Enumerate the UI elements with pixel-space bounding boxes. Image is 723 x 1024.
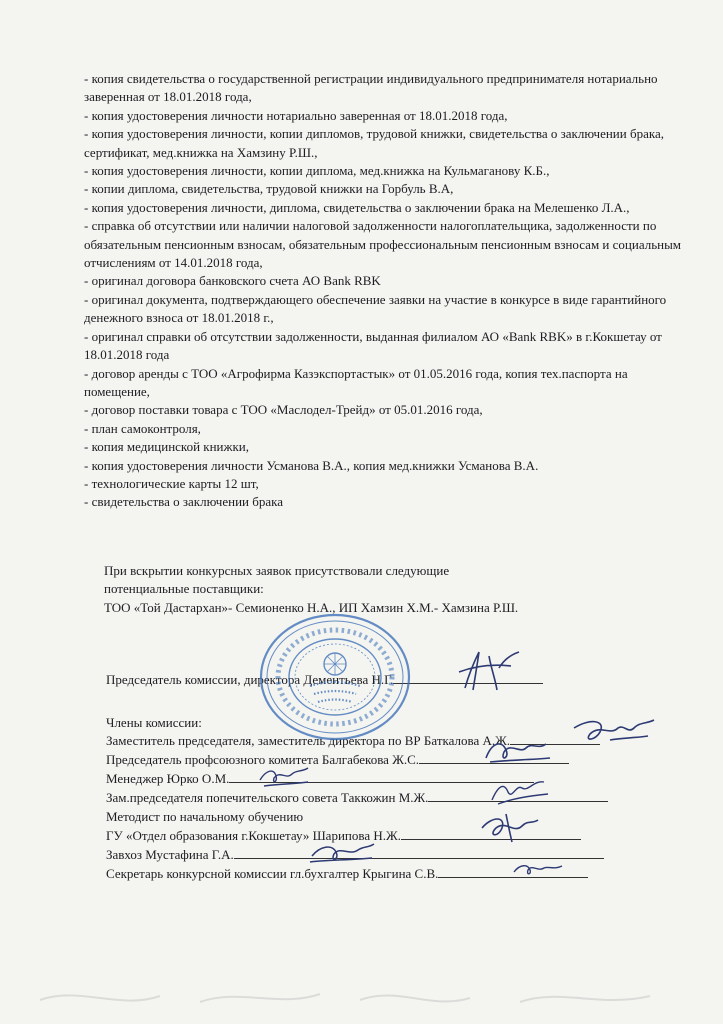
secretary-signature-line — [106, 865, 706, 883]
attendance-line: потенциальные поставщики: — [104, 581, 264, 597]
manager-label: Менеджер Юрко О.М. — [106, 771, 230, 786]
list-item: - копия удостоверения личности нотариально заверенная от 18.01.2018 года, — [84, 107, 508, 123]
deputy-signature-icon — [570, 714, 658, 750]
methodist-signature-line — [106, 827, 706, 845]
union-signature-icon — [480, 736, 554, 766]
list-item: - оригинал справки об отсутствии задолженности, выданная филиалом АО «Bank RBK» в г.Кокшетау от 18.01.2018 года — [84, 328, 662, 363]
members-heading: Члены комиссии: — [106, 715, 202, 730]
documents-list — [84, 70, 684, 512]
trustees-signature-icon — [484, 776, 554, 806]
list-item: - копии диплома, свидетельства, трудовой книжки на Горбуль В.А, — [84, 181, 454, 197]
attendance-paragraph — [104, 562, 664, 617]
list-item: - копия удостоверения личности Усманова В.А., копия мед.книжки Усманова В.А. — [84, 457, 539, 473]
list-item: - копия медицинской книжки, — [84, 439, 250, 455]
union-label: Председатель профсоюзного комитета Балгабекова Ж.С. — [106, 752, 420, 767]
trustees-label: Зам.председателя попечительского совета Таккожин М.Ж. — [106, 790, 429, 805]
union-signature-line — [106, 751, 706, 769]
list-item: - свидетельства о заключении брака — [84, 494, 284, 510]
list-item: - технологические карты 12 шт, — [84, 475, 259, 491]
list-item: - оригинал договора банковского счета АО Bank RBK — [84, 273, 381, 289]
list-item: - справка об отсутствии или наличии налоговой задолженности налогоплательщика, задолженности по обязательным пенсионным взносам, обязательным профессиональным пенсионным взносам и социальным отчислениям от 14.01.2018 года, — [84, 218, 682, 271]
round-stamp-icon — [258, 612, 412, 742]
deputy-label: Заместитель председателя, заместитель директора по ВР Баткалова А.Ж. — [106, 733, 511, 748]
list-item: - договор поставки товара с ТОО «Маслодел-Трейд» от 05.01.2016 года, — [84, 402, 483, 418]
secretary-label: Секретарь конкурсной комиссии гл.бухгалтер Крыгина С.В. — [106, 866, 439, 881]
list-item: - план самоконтроля, — [84, 420, 201, 436]
chairman-signature-icon — [455, 648, 525, 694]
list-item: - копия удостоверения личности, диплома, свидетельства о заключении брака на Мелешенко Л.А., — [84, 199, 630, 215]
list-item: - копия свидетельства о государственной регистрации индивидуального предпринимателя нотариально заверенная от 18.01.2018 года, — [84, 71, 658, 105]
chairman-label: Председатель комиссии, директора Дементьева Н.Г. — [106, 672, 394, 687]
list-item: - договор аренды с ТОО «Агрофирма Казэкспортастык» от 01.05.2016 года, копия тех.паспорта на помещение, — [84, 365, 628, 399]
supply-signature-line — [106, 846, 706, 864]
methodist-signature-icon — [476, 810, 546, 844]
attendance-suppliers: ТОО «Той Дастархан»- Семионенко Н.А., ИП Хамзин Х.М.- Хамзина Р.Ш. — [104, 599, 519, 615]
list-item: - копия удостоверения личности, копии дипломов, трудовой книжки, свидетельства о заключении брака, сертификат, мед.книжка на Хамзину Р.Ш., — [84, 126, 664, 160]
methodist-label: ГУ «Отдел образования г.Кокшетау» Шарипова Н.Ж. — [106, 828, 401, 843]
attendance-line: При вскрытии конкурсных заявок присутствовали следующие — [104, 563, 450, 578]
trustees-signature-line — [106, 789, 706, 807]
list-item: - оригинал документа, подтверждающего обеспечение заявки на участие в конкурсе в виде гарантийного денежного взноса от 18.01.2018 г., — [84, 291, 667, 326]
supply-signature-icon — [306, 838, 376, 866]
manager-signature-icon — [256, 764, 312, 790]
methodist-title: Методист по начальному обучению — [106, 809, 304, 824]
list-item: - копия удостоверения личности, копии диплома, мед.книжка на Кульмаганову К.Б., — [84, 163, 550, 179]
supply-label: Завхоз Мустафина Г.А. — [106, 847, 234, 862]
bleed-through-marks-icon — [0, 980, 723, 1020]
manager-signature-line — [106, 770, 706, 788]
secretary-signature-icon — [510, 858, 566, 880]
